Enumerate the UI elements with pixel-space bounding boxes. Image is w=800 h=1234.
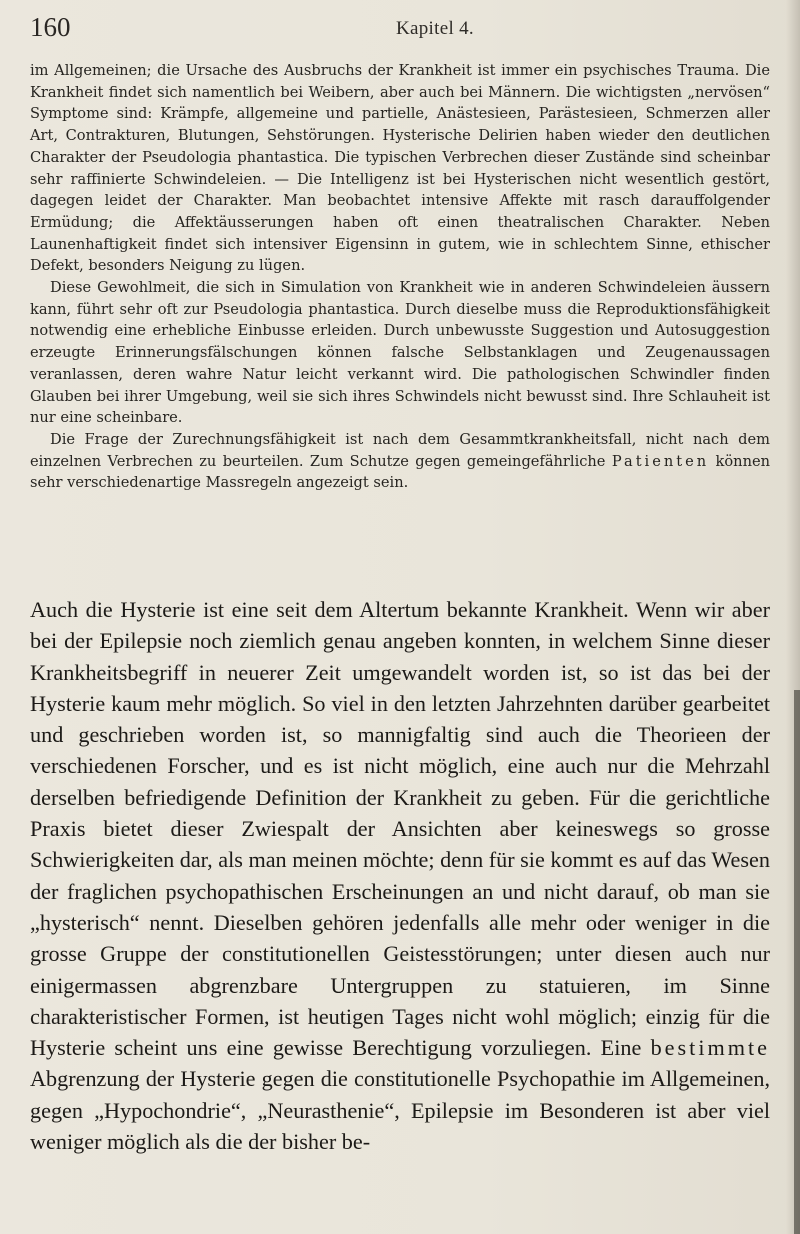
page-header [30,12,770,48]
small-paragraph-3 [30,429,770,494]
page-number: 160 [30,12,71,42]
small-paragraph-1: im Allgemeinen; die Ursache des Ausbruchs der Krankheit ist immer ein psychisches Trauma. Die Krankheit findet sich namentlich bei Weibern, aber auch bei Männern. Die wichtigsten „nervösen“ Symptome sind: Krämpfe, allgemeine und partielle, Anästesieen, Parästesieen, Schmerzen aller Art, Contrakturen, Blutungen, Sehstörungen. Hysterische Delirien haben wieder den deutlichen Charakter der Pseudologia phantastica. Die typischen Verbrechen dieser Zustände sind scheinbar sehr raffinierte Schwindeleien. — Die Intelligenz ist bei Hysterischen nicht wesentlich gestört, dagegen leidet der Charakter. Man beobachtet intensive Affekte mit rasch darauffolgender Ermüdung; die Affektäusserungen haben oft einen theatralischen Charakter. Neben Launenhaftigkeit findet sich intensiver Eigensinn in gutem, wie in schlechtem Sinne, ethischer Defekt, besonders Neigung zu lügen. [30,62,770,275]
large-paragraph-text: Auch die Hysterie ist eine seit dem Altertum bekannte Krankheit. Wenn wir aber bei der Epilepsie noch ziemlich genau angeben konnten, in welchem Sinne dieser Krankheitsbegriff in neuerer Zeit umgewandelt worden ist, so ist das bei der Hysterie kaum mehr möglich. So viel in den letzten Jahrzehnten darüber gearbeitet und geschrieben worden ist, so mannigfaltig sind auch die Theorieen der verschiedenen Forscher, und es ist nicht möglich, eine auch nur die Mehrzahl derselben befriedigende Definition der Krankheit zu geben. Für die gerichtliche Praxis bietet dieser Zwiespalt der Ansichten aber keineswegs so grosse Schwierigkeiten dar, als man meinen möchte; denn für sie kommt es auf das Wesen der fraglichen psychopathischen Erscheinungen an und nicht darauf, ob man sie „hysterisch“ nennt. Dieselben gehören jedenfalls alle mehr oder weniger in die grosse Gruppe der constitutionellen Geistesstörungen; unter diesen auch nur einigermassen abgrenzbare Untergruppen zu statuieren, im Sinne charakteristischer Formen, ist heutigen Tages nicht wohl möglich; einzig für die Hysterie scheint uns eine gewisse Berechtigung vorzuliegen. Eine [30,597,770,1061]
small-paragraph-2: Diese Gewohlmeit, die sich in Simulation von Krankheit wie in anderen Schwindeleien äussern kann, führt sehr oft zur Pseudologia phantastica. Durch dieselbe muss die Reproduktionsfähigkeit notwendig eine erhebliche Einbusse erleiden. Durch unbewusste Suggestion und Autosuggestion erzeugte Erinnerungsfälschungen können falsche Selbstanklagen und Zeugenaussagen veranlassen, deren wahre Natur leicht verkannt wird. Die pathologischen Schwindler finden Glauben bei ihrer Umgebung, weil sie sich ihres Schwindels nicht bewusst sind. Ihre Schlauheit ist nur eine scheinbare. [30,279,770,427]
large-print-section [30,594,770,1157]
large-paragraph-end: Abgrenzung der Hysterie gegen die constitutionelle Psychopathie im Allgemeinen, gegen „Hypochondrie“, „Neurasthenie“, Epilepsie im Besonderen ist aber viel weniger möglich als die der bisher be- [30,1066,770,1155]
running-head: Kapitel 4. [396,18,474,39]
small-paragraph-3-text: Die Frage der Zurechnungsfähigkeit ist nach dem Gesammtkrankheitsfall, nicht nach dem einzelnen Verbrechen zu beurteilen. Zum Schutze gegen gemeingefährliche [30,430,770,470]
page-edge-dark-strip [794,690,800,1234]
spaced-word-bestimmte: bestimmte [650,1035,771,1061]
large-paragraph [30,594,770,1157]
small-paragraph-3-end: können sehr verschiedenartige Massregeln angezeigt sein. [30,452,771,492]
small-print-section [30,60,770,494]
spaced-word-patienten: Patienten [611,452,710,470]
